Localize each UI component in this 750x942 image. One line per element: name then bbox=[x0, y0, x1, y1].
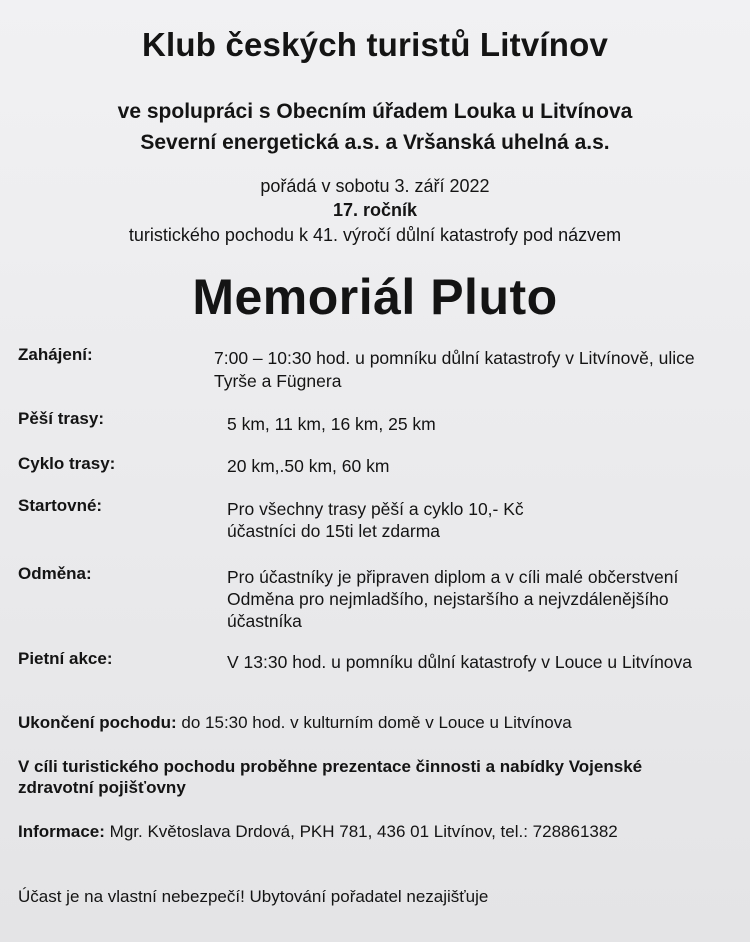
organizer-title: Klub českých turistů Litvínov bbox=[141, 26, 609, 63]
disclaimer: Účast je na vlastní nebezpečí! Ubytování pořadatel nezajišťuje bbox=[18, 887, 489, 906]
contact-value: Mgr. Květoslava Drdová, PKH 781, 436 01 Litvínov, tel.: 728861382 bbox=[109, 822, 618, 841]
memorial-label: Pietní akce: bbox=[18, 649, 113, 668]
end-value: do 15:30 hod. v kulturním domě v Louce u Litvínova bbox=[181, 713, 572, 732]
start-value-line-1: 7:00 – 10:30 hod. u pomníku důlní katastrofy v Litvínově, ulice bbox=[214, 348, 695, 368]
start-label: Zahájení: bbox=[18, 345, 93, 364]
fee-label: Startovné: bbox=[18, 496, 103, 515]
bike-routes-label: Cyklo trasy: bbox=[18, 454, 116, 473]
cooperation-line-2: Severní energetická a.s. a Vršanská uhelná a.s. bbox=[140, 131, 610, 154]
contact-label: Informace: bbox=[18, 822, 105, 841]
presentation-line-1: V cíli turistického pochodu proběhne prezentace činnosti a nabídky Vojenské bbox=[18, 757, 643, 776]
event-date: pořádá v sobotu 3. září 2022 bbox=[260, 176, 490, 196]
start-value-line-2: Tyrše a Fügnera bbox=[214, 371, 342, 391]
cooperation-line-1: ve spolupráci s Obecním úřadem Louka u Litvínova bbox=[117, 100, 633, 123]
reward-value-line-3: účastníka bbox=[227, 611, 302, 631]
bike-routes-value: 20 km,.50 km, 60 km bbox=[227, 456, 390, 476]
presentation-line-2: zdravotní pojišťovny bbox=[18, 778, 186, 797]
reward-value-line-2: Odměna pro nejmladšího, nejstaršího a nejvzdálenějšího bbox=[227, 589, 669, 609]
contact-info bbox=[18, 821, 618, 843]
walk-routes-label: Pěší trasy: bbox=[18, 409, 104, 428]
reward-value-line-1: Pro účastníky je připraven diplom a v cíli malé občerstvení bbox=[227, 567, 679, 587]
walk-routes-value: 5 km, 11 km, 16 km, 25 km bbox=[227, 414, 436, 434]
end-of-march bbox=[18, 712, 572, 734]
fee-value-line-1: Pro všechny trasy pěší a cyklo 10,- Kč bbox=[227, 499, 524, 519]
edition-number: 17. ročník bbox=[332, 200, 418, 220]
memorial-value: V 13:30 hod. u pomníku důlní katastrofy v Louce u Litvínova bbox=[227, 652, 693, 672]
event-name: Memoriál Pluto bbox=[192, 269, 558, 325]
event-occasion: turistického pochodu k 41. výročí důlní katastrofy pod názvem bbox=[128, 225, 622, 245]
end-label: Ukončení pochodu: bbox=[18, 713, 177, 732]
reward-label: Odměna: bbox=[18, 564, 92, 583]
fee-value-line-2: účastníci do 15ti let zdarma bbox=[227, 521, 441, 541]
